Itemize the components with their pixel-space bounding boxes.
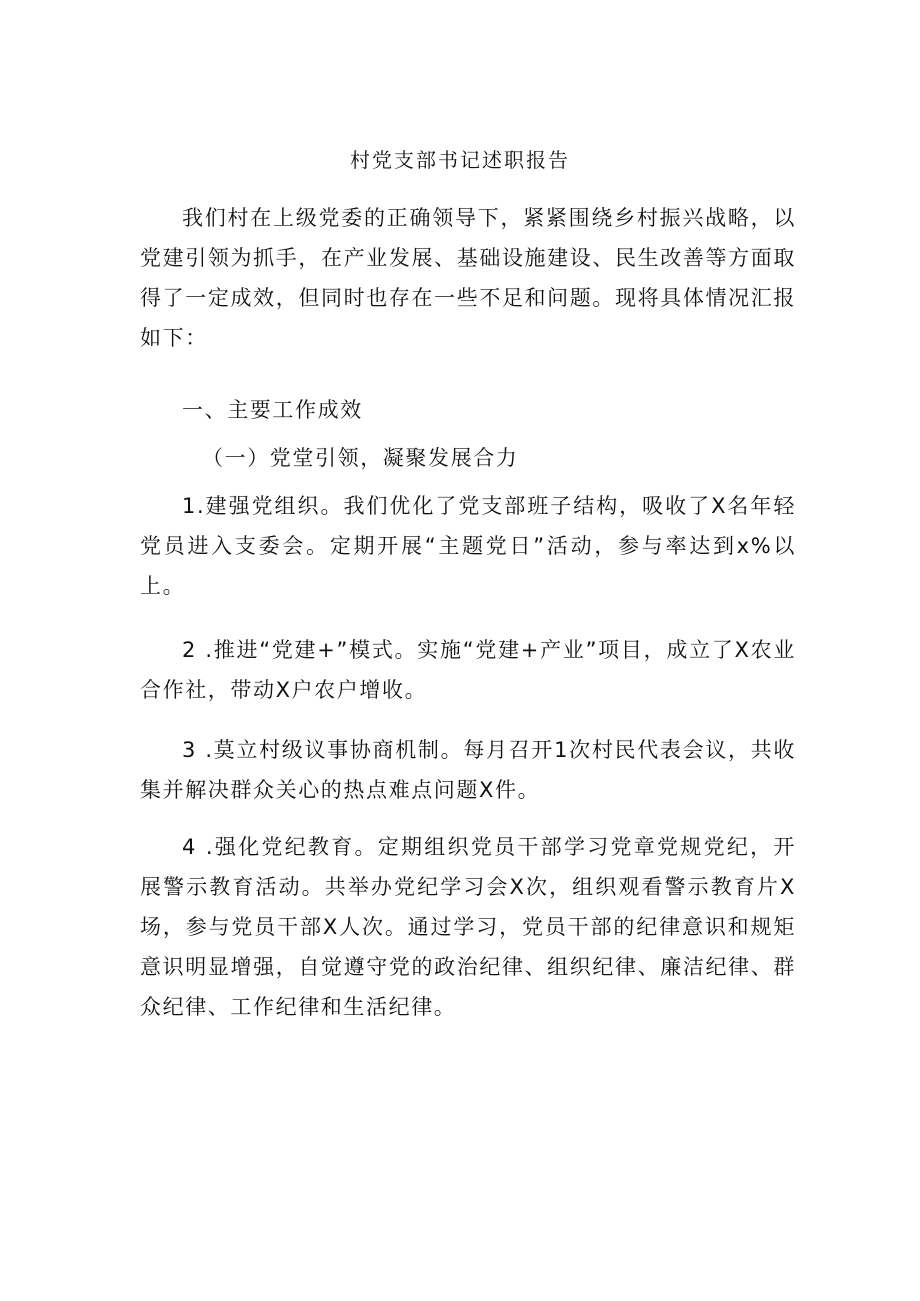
item-paragraph-4: 4 .强化党纪教育。定期组织党员干部学习党章党规党纪，开展警示教育活动。共举办党纪学习会X次，组织观看警示教育片X场，参与党员干部X人次。通过学习，党员干部的纪律意识和规矩意识明显增强，自觉遵守党的政治纪律、组织纪律、廉洁纪律、群众纪律、工作纪律和生活纪律。 <box>140 835 796 1019</box>
item-paragraph-3: 3 .莫立村级议事协商机制。每月召开1次村民代表会议，共收集并解决群众关心的热点难点问题X件。 <box>140 738 796 802</box>
item-paragraph-1: 1.建强党组织。我们优化了党支部班子结构，吸收了X名年轻党员进入支委会。定期开展“主题党日”活动，参与率达到x%以上。 <box>140 494 796 598</box>
subsection-heading: （一）党堂引领，凝聚发展合力 <box>202 446 519 470</box>
intro-paragraph: 我们村在上级党委的正确领导下，紧紧围绕乡村振兴战略，以党建引领为抓手，在产业发展、基础设施建设、民生改善等方面取得了一定成效，但同时也存在一些不足和问题。现将具体情况汇报如下： <box>140 206 796 350</box>
section-heading: 一、主要工作成效 <box>182 398 363 422</box>
item-paragraph-2: 2 .推进“党建+”模式。实施“党建+产业”项目，成立了X农业合作社，带动X户农户增收。 <box>140 638 796 702</box>
document-title: 村党支部书记述职报告 <box>350 148 570 172</box>
